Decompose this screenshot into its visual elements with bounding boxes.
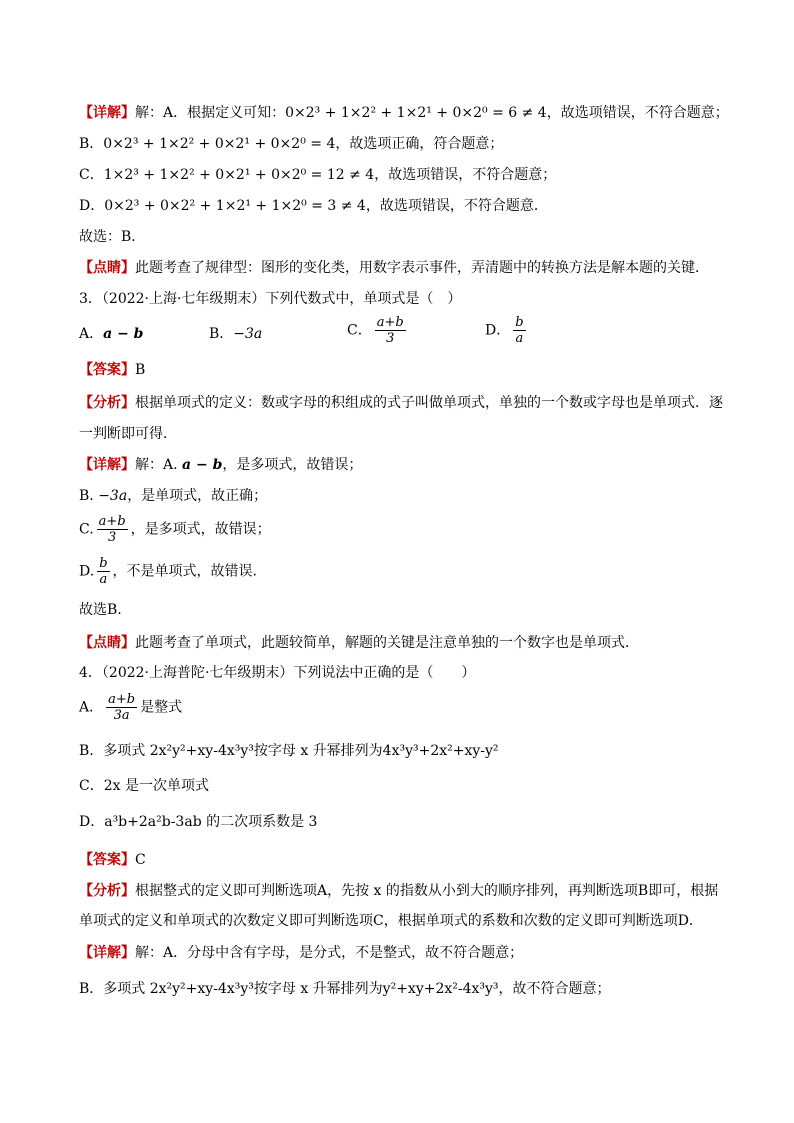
q2-detail-d: D．0×2³ + 0×2² + 1×2¹ + 1×2⁰ = 3 ≠ 4，故选项错误，不符合题意． [79,198,548,214]
q4-option-d: D．a³b+2a²b-3ab 的二次项系数是 3 [79,814,318,830]
q2-detail-a: 解：A．根据定义可知：0×2³ + 1×2² + 1×2¹ + 0×2⁰ = 6 ≠ 4，故选项错误，不符合题意； [135,105,729,121]
q3-option-a: A．a − b [79,326,144,342]
q4-answer: C [135,852,146,868]
q3-detail-c: C. $\frac{a+b}{3}$ ，是多项式，故错误； [79,514,271,545]
q3-option-c: C． $\frac{a+b}{3}$ [347,315,404,346]
q3-detail-d-fraction: $\frac{b}{a}$ [99,556,108,587]
detail-tag: 【详解】 [79,105,135,121]
q2-comment-line [79,258,709,278]
q3-option-c-fraction: $\frac{a+b}{3}$ [376,315,404,346]
q3-choose: 故选B. [79,602,122,618]
q3-options [79,315,719,358]
q4-detail-a: 【详解】解：A．分母中含有字母，是分式，不是整式，故不符合题意； [79,945,524,961]
q3-option-b: B．−3a [209,326,263,342]
q4-analysis-line2: 单项式的定义和单项式的次数定义即可判断选项C，根据单项式的系数和次数的定义即可判断选项D． [79,913,703,929]
q3-detail-d: D. $\frac{b}{a}$ ，不是单项式，故错误. [79,556,257,587]
q4-option-a: A． $\frac{a+b}{3a}$ 是整式 [79,692,183,723]
q3-comment-line: 【点睛】此题考查了单项式，此题较简单，解题的关键是注意单独的一个数字也是单项式． [79,635,639,651]
q2-detail-c: C．1×2³ + 1×2² + 0×2¹ + 0×2⁰ = 12 ≠ 4，故选项错误，不符合题意； [79,167,557,183]
q3-option-d: D． $\frac{b}{a}$ [485,315,524,346]
q2-choose: 故选：B． [79,229,146,245]
q3-stem: 3．（2022·上海·七年级期末）下列代数式中，单项式是（ ） [79,291,462,307]
q4-option-a-fraction: $\frac{a+b}{3a}$ [108,692,136,723]
q3-analysis-line1: 【分析】根据单项式的定义：数或字母的积组成的式子叫做单项式，单独的一个数或字母也是单项式．逐 [79,395,723,411]
q4-answer-line: 【答案】C [79,852,146,868]
q4-detail-b: B．多项式 2x²y²+xy-4x³y³按字母 x 升幂排列为y²+xy+2x²-4x³y³，故不符合题意； [79,981,611,997]
q3-detail-b: B. −3a，是单项式，故正确； [79,488,268,504]
q4-option-b: B．多项式 2x²y²+xy-4x³y³按字母 x 升幂排列为4x³y³+2x²+xy-y² [79,743,499,759]
q4-option-c: C．2x 是一次单项式 [79,778,209,794]
q4-analysis-line1: 【分析】根据整式的定义即可判断选项A，先按 x 的指数从小到大的顺序排列，再判断选项B即可，根据 [79,883,719,899]
q2-detail-line [79,103,729,123]
comment-tag: 【点睛】 [79,260,135,276]
q3-answer: B [135,362,146,378]
q3-analysis-line2: 一判断即可得． [79,426,177,442]
q3-answer-line [79,360,145,380]
q4-stem: 4．（2022·上海普陀·七年级期末）下列说法中正确的是（ ） [79,665,476,681]
answer-tag: 【答案】 [79,362,135,378]
q3-option-d-fraction: $\frac{b}{a}$ [515,315,524,346]
q2-comment-text: 此题考查了规律型：图形的变化类，用数字表示事件，弄清题中的转换方法是解本题的关键． [135,260,709,276]
q2-detail-b: B．0×2³ + 1×2² + 0×2¹ + 0×2⁰ = 4，故选项正确，符合题意； [79,136,504,152]
q3-detail-c-fraction: $\frac{a+b}{3}$ [98,514,126,545]
analysis-tag: 【分析】 [79,395,135,411]
q3-detail-a: 【详解】解：A. a − b，是多项式，故错误； [79,457,363,473]
